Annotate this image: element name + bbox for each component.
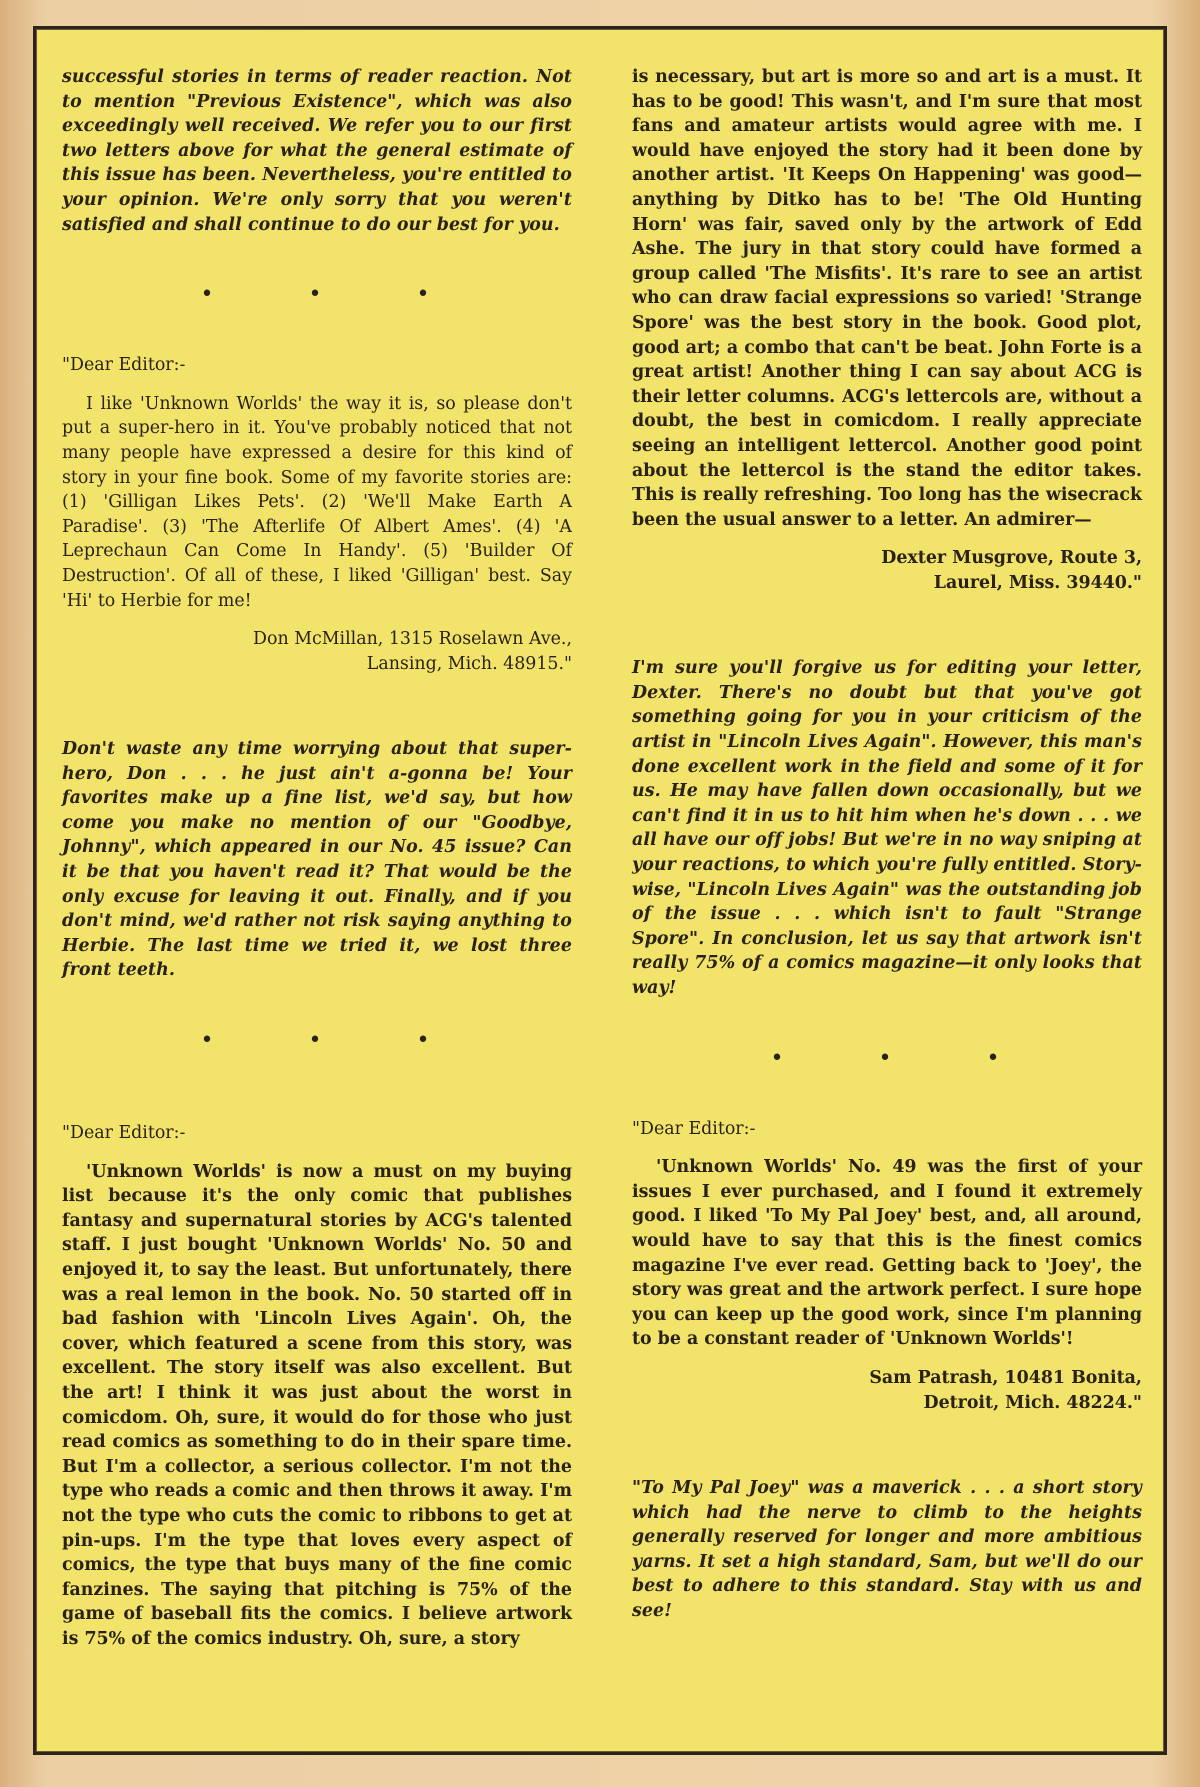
letter-salutation: "Dear Editor:-	[62, 1123, 186, 1144]
letter-body: 'Unknown Worlds' is now a must on my buying list because it's the only comic that publishes fantasy and supernatural stories by ACG's talented staff. I just bought 'Unknown Worlds' No. 50 and enjoyed it, to say the least. But unfortunately, there was a real lemon in the book. No. 50 started off in bad fashion with 'Lincoln Lives Again'. Oh, the cover, which featured a scene from this story, was excellent. The story itself was also excellent. But the art! I think it was just about the worst in comicdom. Oh, sure, it would do for those who just read comics as something to do in their spare time. But I'm a collector, a serious collector. I'm not the type who reads a comic and then throws it away. I'm not the type who cuts the comic to ribbons to get at pin-ups. I'm the type that loves every aspect of comics, the type that buys many of the fine comic fanzines. The saying that pitching is 75% of the game of baseball fits the comics. I believe artwork is 75% of the comics industry. Oh, sure, a story	[62, 1161, 572, 1649]
reader-letter-patrash	[632, 1117, 1142, 1416]
letter-signature	[632, 546, 1142, 596]
letter-body-continued: is necessary, but art is more so and art is a must. It has to be good! This wasn't, and I'm sure that most fans and amateur artists would agree with me. I would have enjoyed the story had it been done by another artist. 'It Keeps On Happening' was good—anything by Ditko has to be! 'The Old Hunting Horn' was fair, saved only by the artwork of Edd Ashe. The jury in that story could have formed a group called 'The Misfits'. It's rare to see an artist who can draw facial expressions so varied! 'Strange Spore' was the best story in the book. Good plot, good art; a combo that can't be beat. John Forte is a great artist! Another thing I can say about ACG is their letter columns. ACG's lettercols are, without a doubt, the best in comicdom. I really appreciate seeing an intelligent lettercol. Another good point about the lettercol is the stand the editor takes. This is really refreshing. Too long has the wisecrack been the usual answer to a letter. An admirer—	[632, 67, 1142, 530]
letter-body: 'Unknown Worlds' No. 49 was the first of your issues I ever purchased, and I found it extremely good. I liked 'To My Pal Joey' best, and, all around, would have to say that this is the finest comics magazine I've ever read. Getting back to 'Joey', the story was great and the artwork perfect. I sure hope you can keep up the good work, since I'm planning to be a constant reader of 'Unknown Worlds'!	[632, 1157, 1142, 1350]
reader-letter-musgrove	[62, 1121, 572, 1651]
signature-line-1: Dexter Musgrove, Route 3,	[881, 548, 1142, 569]
section-divider-1: • • •	[200, 282, 474, 308]
section-divider-3: • • •	[770, 1045, 1044, 1071]
letter-body: I like 'Unknown Worlds' the way it is, so please don't put a super-hero in it. You've probably noticed that not many people have expressed a desire for this kind of story in your fine book. Some of my favorite stories are: (1) 'Gilligan Likes Pets'. (2) 'We'll Make Earth A Paradise'. (3) 'The Afterlife Of Albert Ames'. (4) 'A Leprechaun Can Come In Handy'. (5) 'Builder Of Destruction'. Of all of these, I liked 'Gilligan' best. Say 'Hi' to Herbie for me!	[62, 393, 572, 611]
editor-reply-3: I'm sure you'll forgive us for editing your letter, Dexter. There's no doubt but that you've got something going for you in your criticism of the artist in "Lincoln Lives Again". However, this man's done excellent work in the field and some of it for us. He may have fallen down occasionally, but we can't find it in us to hit him when he's down . . . we all have our off jobs! But we're in no way sniping at your reactions, to which you're fully entitled. Story-wise, "Lincoln Lives Again" was the outstanding job of the issue . . . which isn't to fault "Strange Spore". In conclusion, let us say that artwork isn't really 75% of a comics magazine—it only looks that way!	[632, 658, 1142, 998]
letters-page-panel	[33, 26, 1167, 1755]
letter-signature	[632, 1366, 1142, 1416]
left-column	[62, 65, 572, 1652]
signature-line-1: Don McMillan, 1315 Roselawn Ave.,	[253, 629, 572, 650]
letter-salutation: "Dear Editor:-	[62, 355, 186, 376]
signature-line-2: Lansing, Mich. 48915."	[366, 654, 572, 675]
editor-reply-2: Don't waste any time worrying about that super-hero, Don . . . he just ain't a-gonna be! Your favorites make up a fine list, we'd say, but how come you make no mention of our "Goodbye, Johnny", which appeared in our No. 45 issue? Can it be that you haven't read it? That would be the only excuse for leaving it out. Finally, and if you don't mind, we'd rather not risk saying anything to Herbie. The last time we tried it, we lost three front teeth.	[62, 739, 572, 981]
signature-line-1: Sam Patrash, 10481 Bonita,	[869, 1367, 1142, 1388]
signature-line-2: Detroit, Mich. 48224."	[923, 1392, 1142, 1413]
reader-letter-mcmillan	[62, 353, 572, 677]
section-divider-2: • • •	[200, 1028, 474, 1054]
editor-reply-1: successful stories in terms of reader reaction. Not to mention "Previous Existence", which was also exceedingly well received. We refer you to our first two letters above for what the general estimate of this issue has been. Nevertheless, you're entitled to your opinion. We're only sorry that you weren't satisfied and shall continue to do our best for you.	[62, 67, 572, 235]
editor-reply-4: "To My Pal Joey" was a maverick . . . a short story which had the nerve to climb to the heights generally reserved for longer and more ambitious yarns. It set a high standard, Sam, but we'll do our best to adhere to this standard. Stay with us and see!	[632, 1477, 1142, 1621]
letter-signature	[62, 627, 572, 677]
signature-line-2: Laurel, Miss. 39440."	[933, 573, 1142, 594]
right-column	[632, 65, 1142, 1624]
letter-salutation: "Dear Editor:-	[632, 1118, 756, 1139]
reader-letter-musgrove-continued	[632, 65, 1142, 596]
